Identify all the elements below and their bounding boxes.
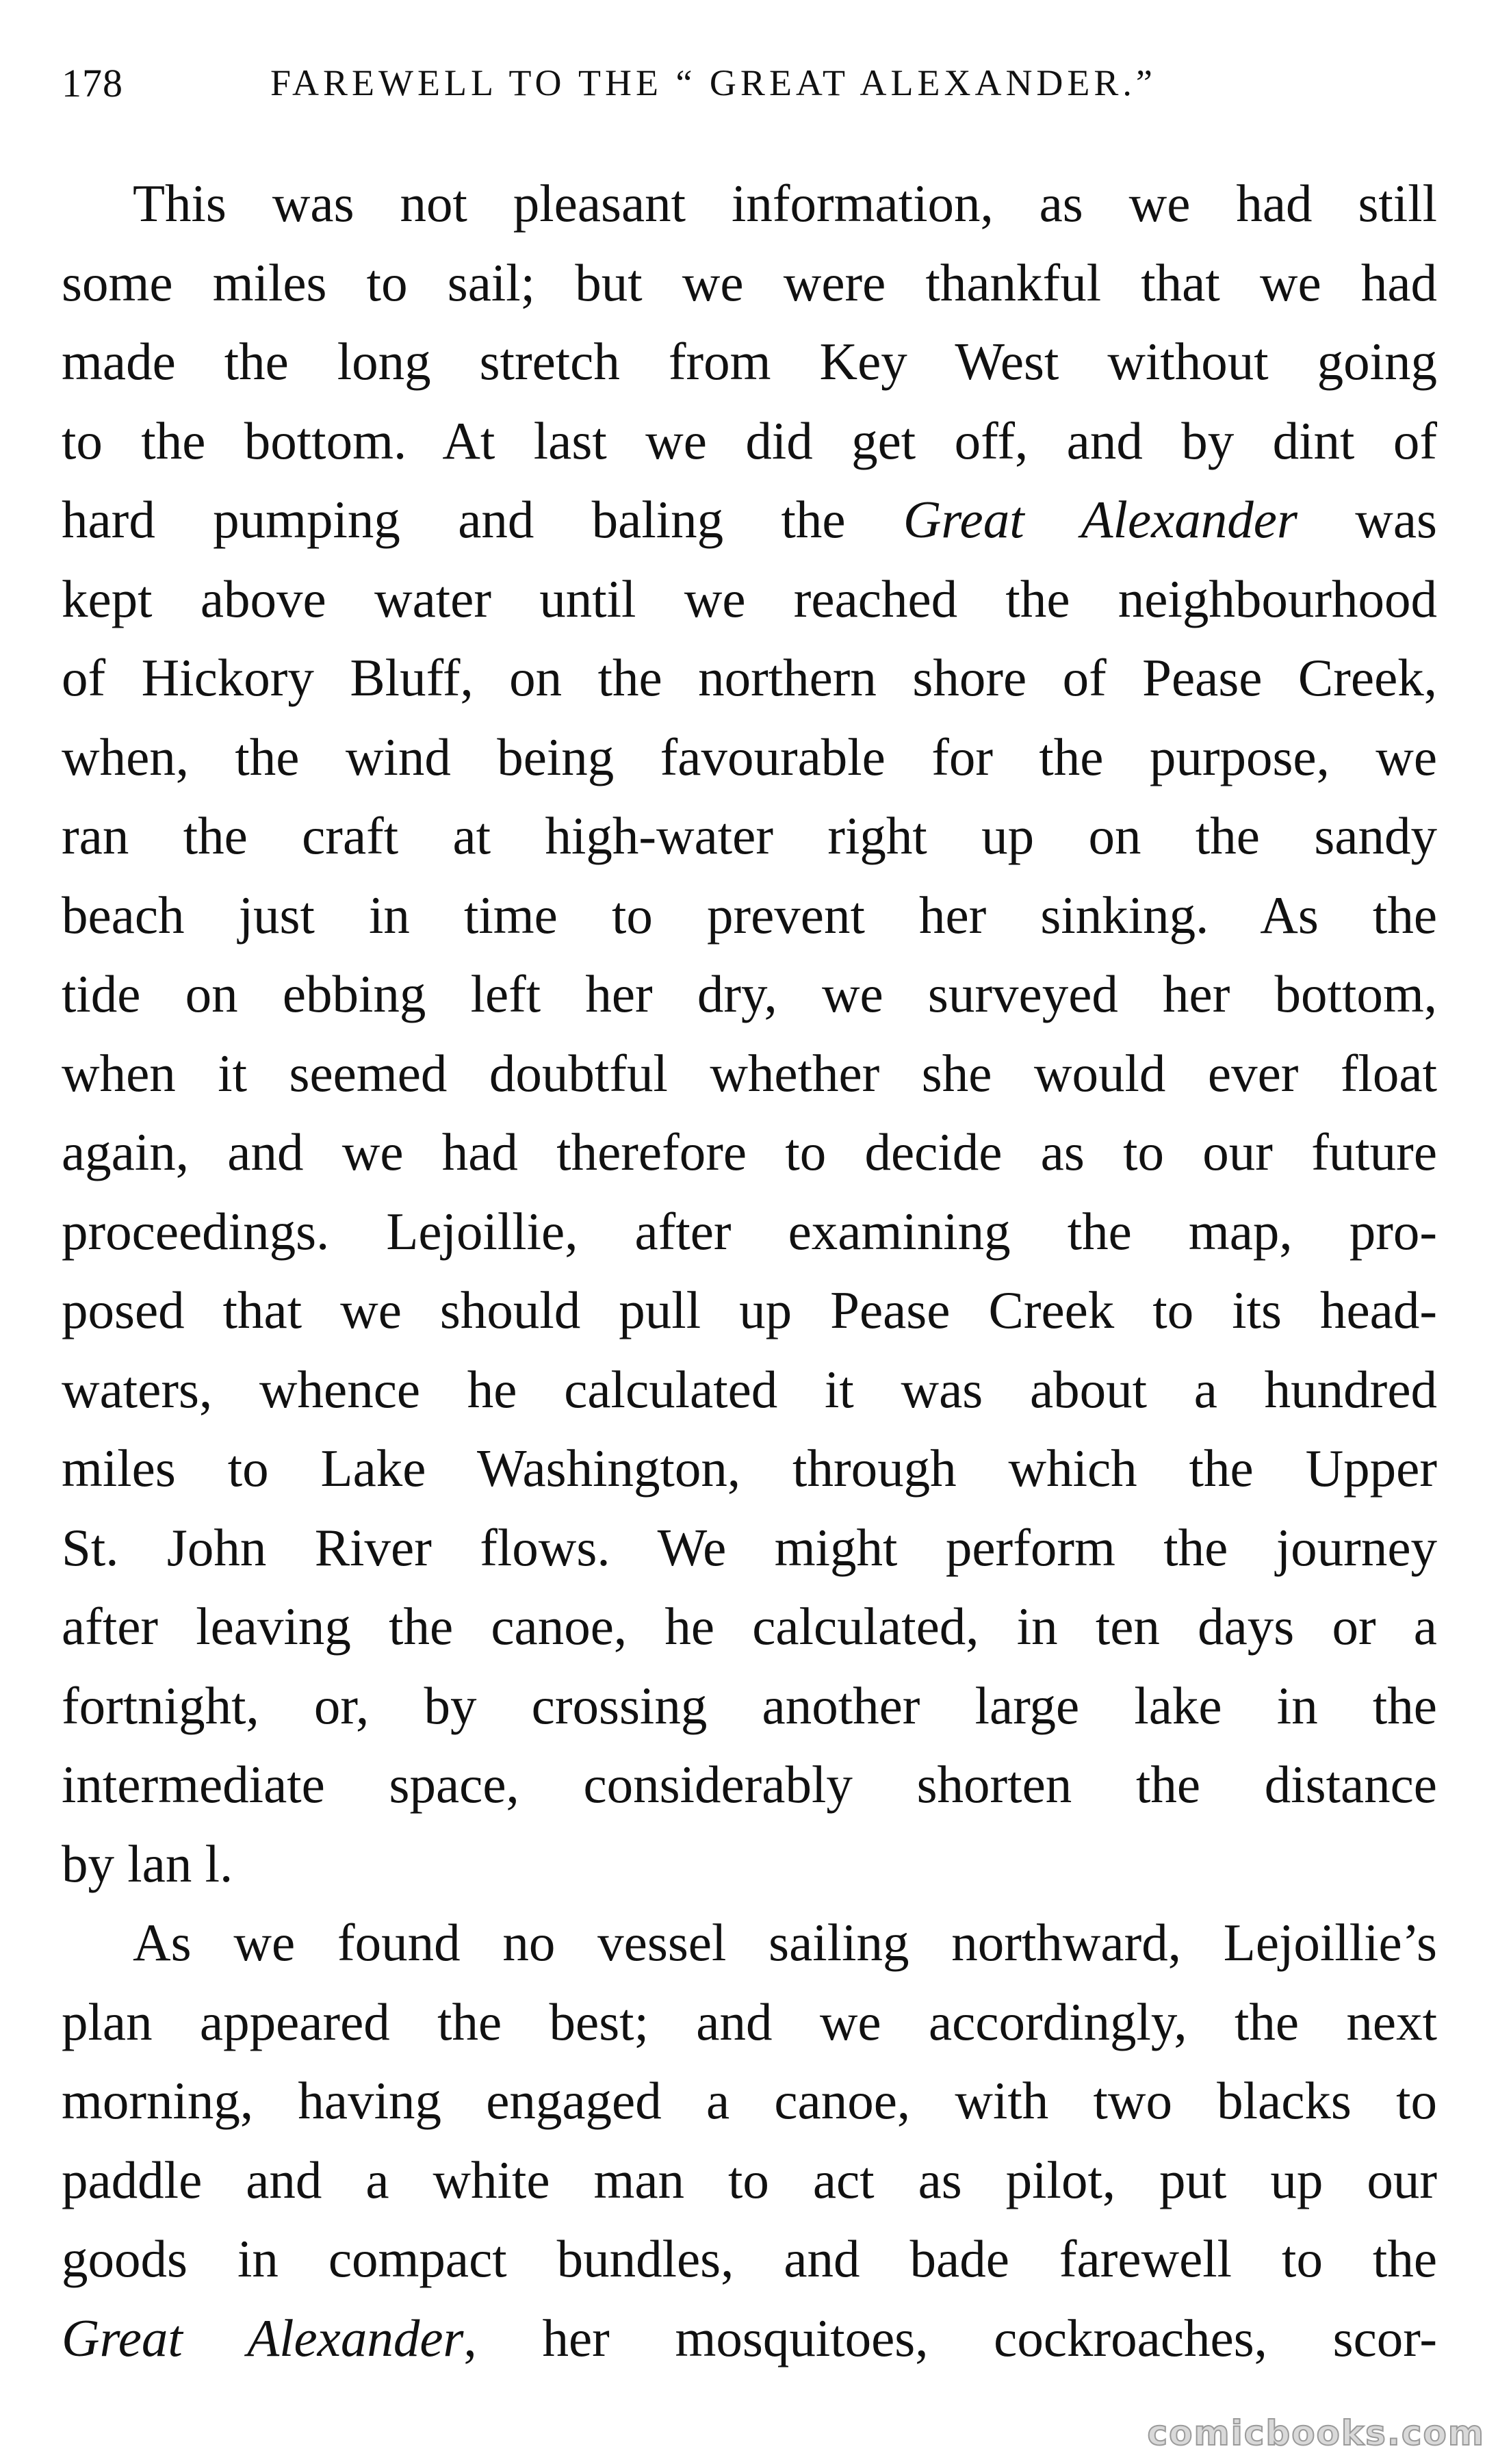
text-line: ran the craft at high-water right up on the sandy (62, 806, 1437, 865)
text-line: fortnight, or, by crossing another large lake in the (62, 1676, 1437, 1735)
text-line: hard pumping and baling the Great Alexander was (62, 490, 1438, 549)
text-line: morning, having engaged a canoe, with two blacks to (62, 2071, 1437, 2130)
text-line: some miles to sail; but we were thankful that we had (62, 253, 1437, 312)
text-line: posed that we should pull up Pease Creek to its head- (62, 1281, 1437, 1339)
text-line: plan appeared the best; and we accordingly, the next (62, 1992, 1437, 2051)
text-line: again, and we had therefore to decide as to our future (62, 1122, 1437, 1181)
text-line: goods in compact bundles, and bade farewell to the (62, 2229, 1437, 2288)
page-number: 178 (62, 61, 123, 105)
text-line: St. John River flows. We might perform the journey (62, 1517, 1437, 1577)
text-line: after leaving the canoe, he calculated, in ten days or a (62, 1597, 1437, 1656)
text-line: beach just in time to prevent her sinking. As the (62, 885, 1437, 945)
text-line: to the bottom. At last we did get off, and by dint of (62, 411, 1437, 470)
watermark: comicbooks.com (1147, 2413, 1485, 2453)
page-header (62, 60, 1437, 122)
text-line: As we found no vessel sailing northward, Lejoillie’s (133, 1913, 1437, 1972)
text-line: Great Alexander, her mosquitoes, cockroaches, scor- (62, 2308, 1437, 2367)
italic-ship-name: Great Alexander (903, 490, 1297, 549)
text-line: This was not pleasant information, as we had still (133, 174, 1437, 233)
text-line: miles to Lake Washington, through which the Upper (62, 1439, 1437, 1498)
running-title: FAREWELL TO THE “ GREAT ALEXANDER.” (270, 62, 1157, 103)
text-line: kept above water until we reached the neighbourhood (62, 569, 1437, 628)
text-line: tide on ebbing left her dry, we surveyed her bottom, (62, 964, 1437, 1023)
text-line: of Hickory Bluff, on the northern shore of Pease Creek, (62, 648, 1437, 707)
text-line: waters, whence he calculated it was about a hundred (62, 1359, 1437, 1419)
italic-ship-name: Great Alexander (62, 2308, 464, 2367)
body-text (62, 164, 1437, 2378)
text-line: made the long stretch from Key West without going (62, 332, 1437, 391)
text-line: when, the wind being favourable for the purpose, we (62, 727, 1437, 786)
text-line: by lan l. (62, 1834, 233, 1893)
text-line: paddle and a white man to act as pilot, put up our (62, 2150, 1437, 2209)
text-line: proceedings. Lejoillie, after examining the map, pro- (62, 1201, 1437, 1261)
text-line: intermediate space, considerably shorten the distance (62, 1755, 1437, 1814)
text-line: when it seemed doubtful whether she would ever float (62, 1043, 1437, 1103)
